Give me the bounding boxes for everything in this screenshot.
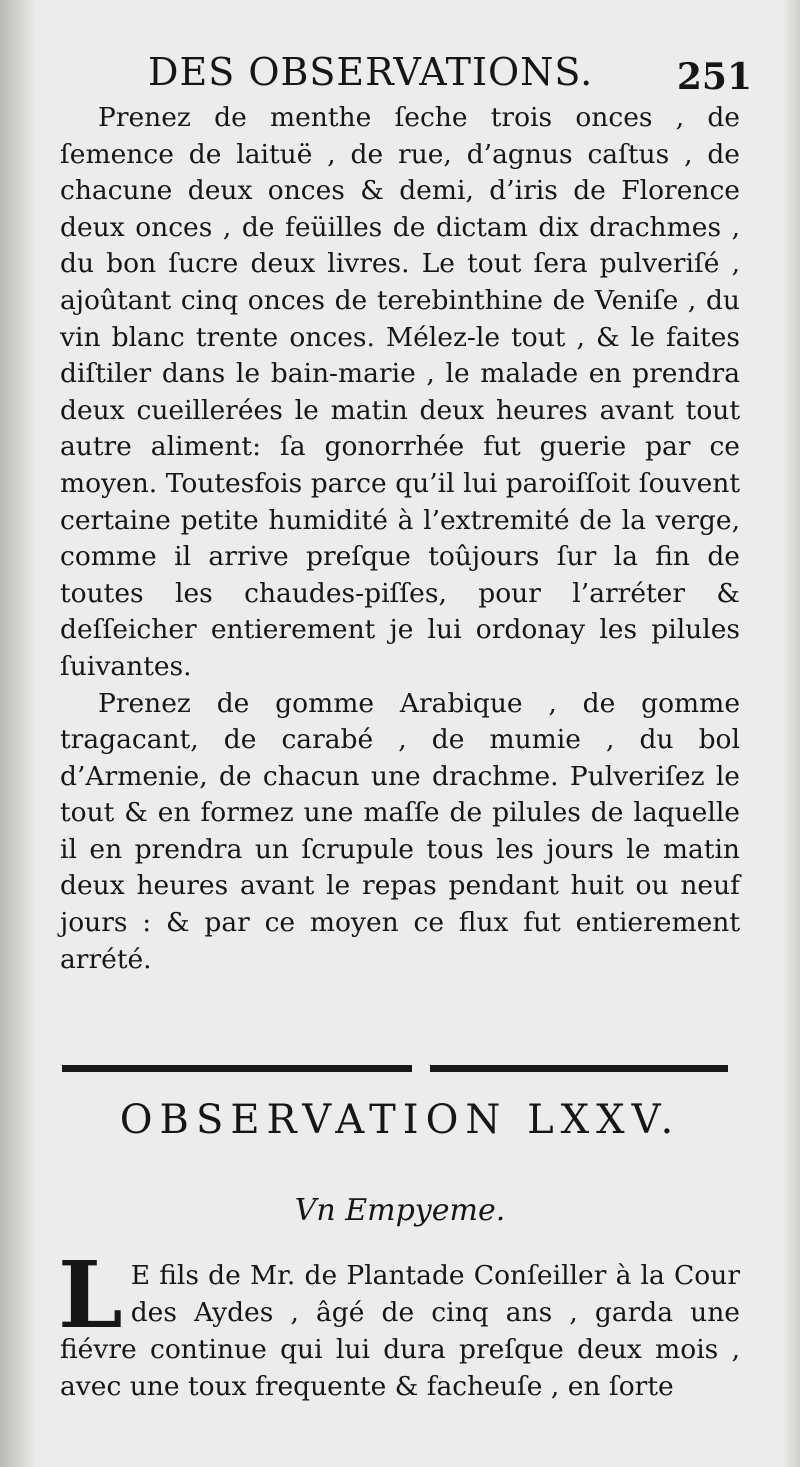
paragraph-recipe-1: Prenez de menthe ſeche trois onces , de ſemence de laituë , de rue, d’agnus caſtus , de chacune deux onces & demi, d’iris de Florence deux onces , de feüilles de dictam dix drachmes , du bon ſucre deux livres. Le tout ſera pulveriſé , ajoûtant cinq onces de terebinthine de Veniſe , du vin blanc trente onces. Mélez-le tout , & le faites diſtiler dans le bain-marie , le malade en prendra deux cueillerées le matin deux heures avant tout autre aliment: ſa gonorrhée fut guerie par ce moyen. Toutesfois parce qu’il lui paroiſſoit ſouvent certaine petite humidité à l’extremité de la verge, comme il arrive preſque toûjours ſur la fin de toutes les chaudes-piſſes, pour l’arréter & deſſeicher entierement je lui ordonay les pilules ſuivantes. (60, 102, 740, 682)
drop-cap: L (58, 1241, 123, 1349)
observation-subtitle: Vn Empyeme. (294, 1193, 506, 1228)
paragraph-recipe-2: Prenez de gomme Arabique , de gomme tragacant, de carabé , de mumie , du bol d’Armenie, de chacun une drachme. Pulveriſez le tout & en formez une maſſe de pilules de laquelle il en prendra un ſcrupule tous les jours le matin deux heures avant le repas pendant huit ou neuf jours : & par ce moyen ce flux fut entierement arrété. (60, 687, 740, 975)
observation-body: E fils de Mr. de Plantade Conſeiller à la Cour des Aydes , âgé de cinq ans , garda une fiévre continue qui lui dura preſque deux mois , avec une toux frequente & facheuſe , en ſorte (60, 1260, 740, 1402)
running-head (60, 50, 760, 98)
observation-text (58, 1241, 740, 1405)
section-divider-right (430, 1065, 728, 1072)
page-number: 251 (676, 56, 752, 98)
section-divider-left (62, 1065, 412, 1072)
running-title: DES OBSERVATIONS. (148, 50, 594, 94)
body-text (60, 100, 740, 978)
observation-title: OBSERVATION LXXV. (119, 1097, 681, 1143)
